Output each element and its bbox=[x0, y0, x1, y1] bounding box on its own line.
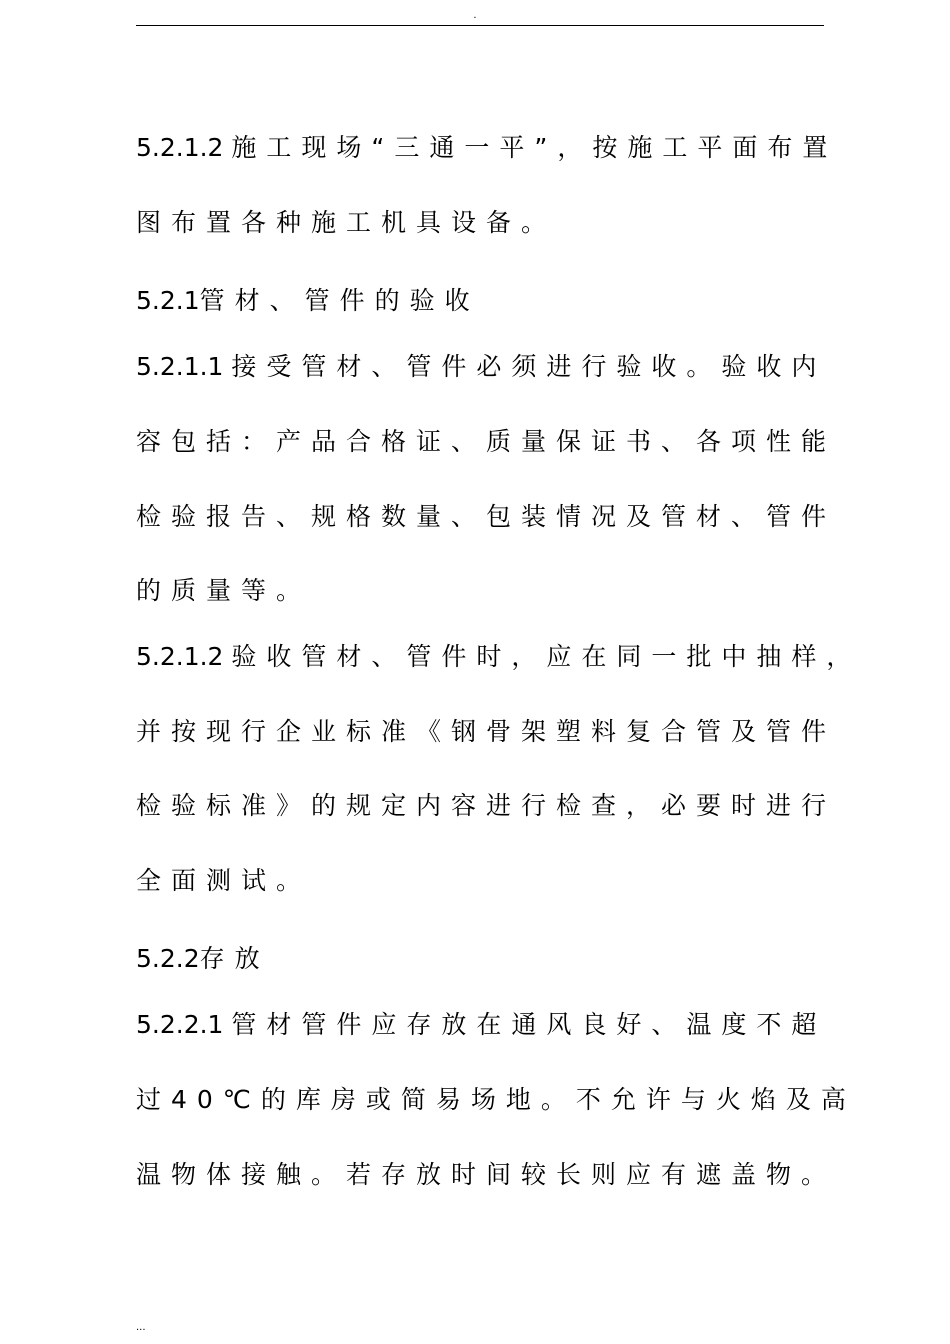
section-title: 管材、管件的验收 bbox=[199, 286, 480, 315]
paragraph-line: 并按现行企业标准《钢骨架塑料复合管及管件 bbox=[136, 717, 837, 746]
section-number: 5.2.1.1 bbox=[136, 352, 224, 381]
section-number: 5.2.2 bbox=[136, 944, 200, 973]
section-number: 5.2.2.1 bbox=[136, 1010, 224, 1039]
section-title: 存放 bbox=[199, 944, 270, 973]
paragraph-line: 过40℃的库房或简易场地。不允许与火焰及高 bbox=[136, 1085, 856, 1114]
paragraph-line bbox=[136, 642, 861, 672]
paragraph-line: 温物体接触。若存放时间较长则应有遮盖物。 bbox=[136, 1160, 837, 1189]
section-heading bbox=[136, 944, 270, 974]
section-number: 5.2.1.2 bbox=[136, 133, 224, 162]
paragraph-line: 容包括：产品合格证、质量保证书、各项性能 bbox=[136, 427, 837, 456]
paragraph-line: 图布置各种施工机具设备。 bbox=[136, 208, 557, 237]
header-mark: . bbox=[473, 10, 477, 21]
paragraph-text: 管材管件应存放在通风良好、温度不超 bbox=[231, 1010, 827, 1039]
paragraph-text: 施工现场“三通一平”，按施工平面布置 bbox=[231, 133, 838, 162]
paragraph-line bbox=[136, 352, 826, 382]
paragraph-text: 验收管材、管件时，应在同一批中抽样， bbox=[231, 642, 862, 671]
paragraph-line: 检验标准》的规定内容进行检查，必要时进行 bbox=[136, 791, 837, 820]
footer-mark: ... bbox=[136, 1322, 146, 1333]
paragraph-line: 检验报告、规格数量、包装情况及管材、管件 bbox=[136, 502, 837, 531]
paragraph-line bbox=[136, 133, 837, 163]
paragraph-line: 的质量等。 bbox=[136, 576, 312, 605]
section-number: 5.2.1 bbox=[136, 286, 200, 315]
header-rule bbox=[136, 25, 824, 26]
section-number: 5.2.1.2 bbox=[136, 642, 224, 671]
section-heading bbox=[136, 286, 480, 316]
paragraph-line: 全面测试。 bbox=[136, 866, 312, 895]
paragraph-line bbox=[136, 1010, 826, 1040]
paragraph-text: 接受管材、管件必须进行验收。验收内 bbox=[231, 352, 827, 381]
